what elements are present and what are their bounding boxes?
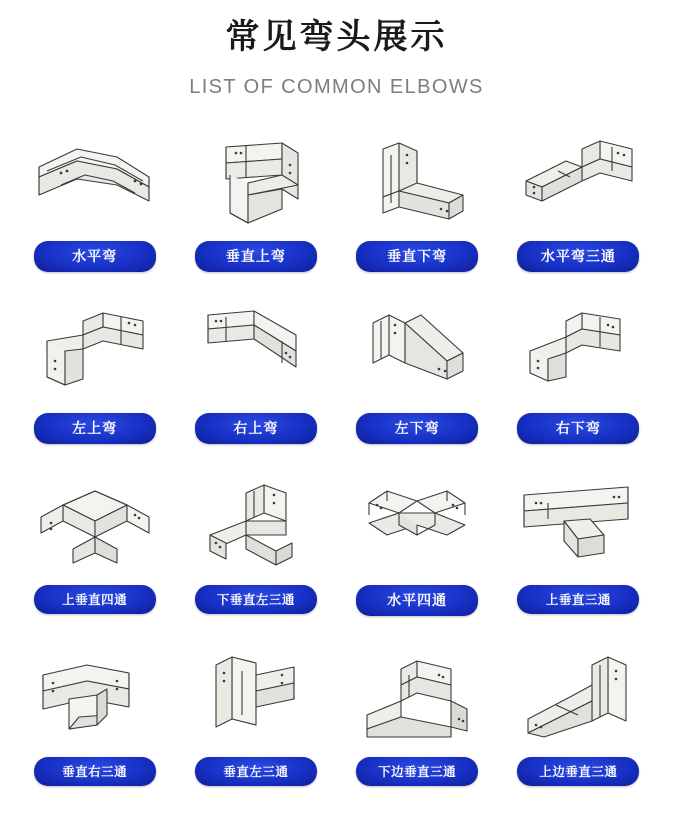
grid-item[interactable]: [337, 125, 498, 297]
grid-item[interactable]: [337, 297, 498, 469]
item-label: 左下弯: [356, 413, 478, 444]
vertical-right-tee-drawing: [20, 641, 170, 753]
item-label: 垂直下弯: [356, 241, 478, 272]
item-label: 垂直左三通: [195, 757, 317, 786]
item-label: 垂直右三通: [34, 757, 156, 786]
grid-item[interactable]: [498, 297, 659, 469]
grid-item[interactable]: [337, 641, 498, 813]
item-label: 右下弯: [517, 413, 639, 444]
item-label: 水平弯: [34, 241, 156, 272]
page-header: [0, 0, 673, 99]
vertical-down-elbow-drawing: [342, 125, 492, 237]
right-down-elbow-drawing: [503, 297, 653, 409]
grid-item[interactable]: [175, 297, 336, 469]
page-title: 常见弯头展示: [225, 17, 448, 57]
grid-item[interactable]: [14, 641, 175, 813]
item-label: 水平弯三通: [517, 241, 639, 272]
grid-item[interactable]: [498, 125, 659, 297]
up-vertical-cross-drawing: [20, 469, 170, 581]
item-label: 右上弯: [195, 413, 317, 444]
item-label: 上垂直三通: [517, 585, 639, 614]
grid-item[interactable]: [175, 469, 336, 641]
grid-item[interactable]: [337, 469, 498, 641]
grid-item[interactable]: [14, 469, 175, 641]
item-label: 水平四通: [356, 585, 478, 616]
grid-item[interactable]: [498, 469, 659, 641]
item-label: 上垂直四通: [34, 585, 156, 614]
item-label: 下垂直左三通: [195, 585, 317, 614]
grid-item[interactable]: [498, 641, 659, 813]
grid-item[interactable]: [14, 297, 175, 469]
right-up-elbow-drawing: [181, 297, 331, 409]
grid-item[interactable]: [14, 125, 175, 297]
lower-side-vertical-tee-drawing: [342, 641, 492, 753]
vertical-up-elbow-drawing: [181, 125, 331, 237]
down-vertical-left-tee-drawing: [181, 469, 331, 581]
left-down-elbow-drawing: [342, 297, 492, 409]
item-label: 下边垂直三通: [356, 757, 478, 786]
vertical-left-tee-drawing: [181, 641, 331, 753]
grid-item[interactable]: [175, 125, 336, 297]
horizontal-cross-drawing: [342, 469, 492, 581]
grid-item[interactable]: [175, 641, 336, 813]
horizontal-elbow-tee-drawing: [503, 125, 653, 237]
item-label: 垂直上弯: [195, 241, 317, 272]
item-label: 左上弯: [34, 413, 156, 444]
left-up-elbow-drawing: [20, 297, 170, 409]
elbow-grid: [0, 125, 673, 813]
upper-side-vertical-tee-drawing: [503, 641, 653, 753]
up-vertical-tee-drawing: [503, 469, 653, 581]
item-label: 上边垂直三通: [517, 757, 639, 786]
horizontal-elbow-drawing: [20, 125, 170, 237]
page-subtitle: LIST OF COMMON ELBOWS: [189, 76, 484, 98]
